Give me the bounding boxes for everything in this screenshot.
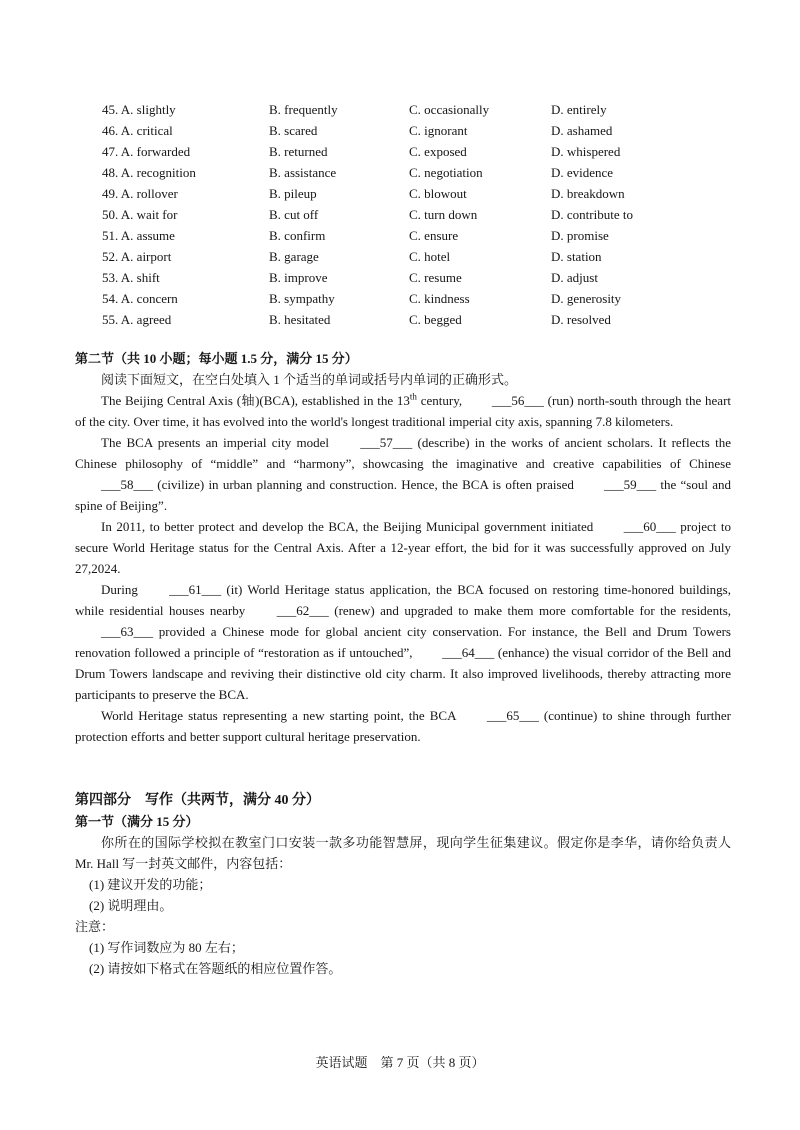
part-4-subheading: 第一节（满分 15 分） [75, 814, 199, 829]
paragraph-2: The BCA presents an imperial city model ___57___ (describe) in the works of ancient scholars. It reflects the Chinese philosophy of “middle” and “harmony”, showcasing the imaginative and creative capabilities of Chinese ___58___ (civilize) in urban planning and construction. Hence, the BCA is often praised ___59___ the “soul and spine of Beijing”. [75, 432, 731, 516]
section-2 [75, 348, 731, 747]
option-c: C. resume [409, 270, 462, 285]
option-a: 49. A. rollover [102, 186, 178, 201]
option-row [102, 204, 702, 225]
note-1: (1) 写作词数应为 80 左右； [89, 940, 244, 955]
option-row [102, 183, 702, 204]
blank-57[interactable]: ___57___ [360, 435, 413, 450]
part-4-writing [75, 790, 731, 979]
option-b: B. hesitated [269, 312, 331, 327]
option-d: D. promise [551, 228, 609, 243]
blank-61[interactable]: ___61___ [169, 582, 222, 597]
option-c: C. kindness [409, 291, 470, 306]
option-a: 51. A. assume [102, 228, 175, 243]
blank-60[interactable]: ___60___ [623, 519, 676, 534]
option-row [102, 141, 702, 162]
option-c: C. hotel [409, 249, 451, 264]
option-b: B. sympathy [269, 291, 335, 306]
option-row [102, 309, 702, 330]
option-row [102, 246, 702, 267]
option-d: D. station [551, 249, 602, 264]
blank-65[interactable]: ___65___ [486, 708, 539, 723]
option-a: 45. A. slightly [102, 102, 176, 117]
option-row [102, 225, 702, 246]
requirement-2: (2) 说明理由。 [89, 898, 173, 913]
option-d: D. ashamed [551, 123, 613, 138]
option-d: D. breakdown [551, 186, 625, 201]
paragraph-3: In 2011, to better protect and develop the BCA, the Beijing Municipal government initiated ___60___ project to secure World Heritage status for the Central Axis. After a 12-year effort, the bid for it was successfully approved on July 27,2024. [75, 516, 731, 579]
option-c: C. ensure [409, 228, 459, 243]
option-a: 50. A. wait for [102, 207, 178, 222]
section-2-heading: 第二节（共 10 小题；每小题 1.5 分，满分 15 分） [75, 351, 358, 366]
blank-64[interactable]: ___64___ [442, 645, 495, 660]
blank-63[interactable]: ___63___ [101, 624, 153, 639]
option-a: 52. A. airport [102, 249, 172, 264]
option-row [102, 120, 702, 141]
section-2-instruction: 阅读下面短文，在空白处填入 1 个适当的单词或括号内单词的正确形式。 [101, 372, 518, 387]
option-d: D. adjust [551, 270, 598, 285]
option-b: B. improve [269, 270, 328, 285]
option-a: 48. A. recognition [102, 165, 196, 180]
option-d: D. contribute to [551, 207, 633, 222]
option-d: D. generosity [551, 291, 622, 306]
option-b: B. assistance [269, 165, 337, 180]
option-a: 55. A. agreed [102, 312, 172, 327]
option-d: D. evidence [551, 165, 614, 180]
option-c: C. ignorant [409, 123, 468, 138]
option-c: C. begged [409, 312, 462, 327]
option-b: B. pileup [269, 186, 317, 201]
option-b: B. returned [269, 144, 328, 159]
option-c: C. exposed [409, 144, 467, 159]
option-d: D. entirely [551, 102, 607, 117]
writing-prompt: 你所在的国际学校拟在教室门口安装一款多功能智慧屏，现向学生征集建议。假定你是李华，请你给负责人 Mr. Hall 写一封英文邮件，内容包括： [75, 835, 731, 871]
page-footer: 英语试题 第 7 页（共 8 页） [315, 1055, 485, 1070]
paragraph-1: The Beijing Central Axis (轴)(BCA), established in the 13th century, ___56___ (run) north-south through the heart of the city. Over time, it has evolved into the world's longest traditional imperial city axis, spanning 7.8 kilometers. [75, 391, 732, 429]
note-label: 注意： [75, 919, 115, 934]
option-a: 47. A. forwarded [102, 144, 191, 159]
note-2: (2) 请按如下格式在答题纸的相应位置作答。 [89, 961, 342, 976]
option-b: B. cut off [269, 207, 319, 222]
blank-62[interactable]: ___62___ [276, 603, 329, 618]
option-d: D. resolved [551, 312, 611, 327]
option-row [102, 162, 702, 183]
option-row [102, 99, 702, 120]
option-row [102, 267, 702, 288]
option-b: B. garage [269, 249, 319, 264]
part-4-heading: 第四部分 写作（共两节，满分 40 分） [75, 793, 320, 808]
option-d: D. whispered [551, 144, 621, 159]
option-c: C. occasionally [409, 102, 490, 117]
paragraph-5: World Heritage status representing a new starting point, the BCA ___65___ (continue) to shine through further protection efforts and better support cultural heritage preservation. [75, 705, 731, 747]
answer-options-table [102, 99, 702, 330]
option-c: C. turn down [409, 207, 478, 222]
option-c: C. negotiation [409, 165, 483, 180]
option-b: B. confirm [269, 228, 326, 243]
option-b: B. scared [269, 123, 318, 138]
option-a: 53. A. shift [102, 270, 160, 285]
blank-59[interactable]: ___59___ [604, 477, 657, 492]
option-a: 46. A. critical [102, 123, 173, 138]
option-a: 54. A. concern [102, 291, 178, 306]
option-row [102, 288, 702, 309]
paragraph-4: During ___61___ (it) World Heritage status application, the BCA focused on restoring time-honored buildings, while residential houses nearby ___62___ (renew) and upgraded to make them more comfortable for the residents, ___63___ provided a Chinese mode for global ancient city conservation. For instance, the Bell and Drum Towers renovation followed a principle of “restoration as if untouched”, ___64___ (enhance) the visual corridor of the Bell and Drum Towers landscape and reviving their distinctive old city charm. It also improved livelihoods, thereby attracting more participants to preserve the BCA. [75, 579, 731, 705]
option-b: B. frequently [269, 102, 338, 117]
blank-56[interactable]: ___56___ [491, 393, 544, 408]
option-c: C. blowout [409, 186, 467, 201]
blank-58[interactable]: ___58___ [101, 477, 153, 492]
requirement-1: (1) 建议开发的功能； [89, 877, 212, 892]
